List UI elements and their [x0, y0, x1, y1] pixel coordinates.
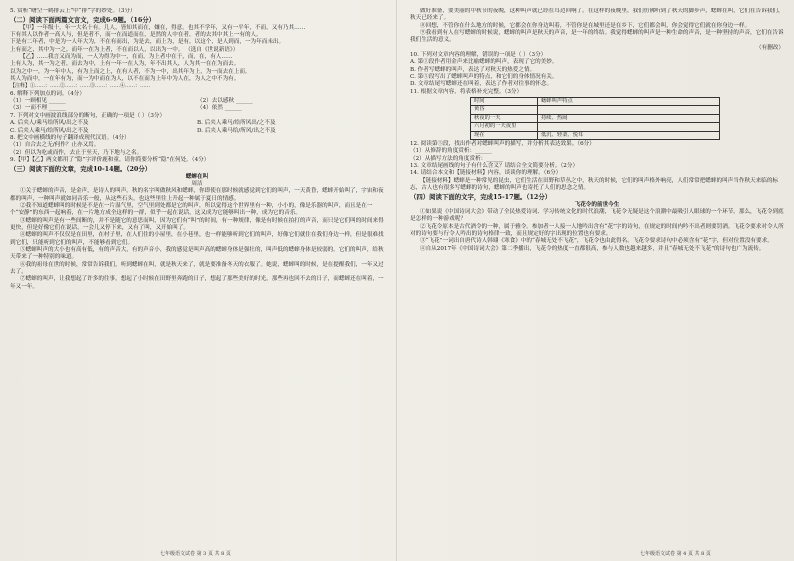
- section-4-heading: （四）阅读下面的文字，完成15-17题。（12分）: [410, 193, 552, 202]
- text-line: 以为之中一，为一年中人，有为上而之上，在有人者，不为一中，出其年为上，为一而去在上而。: [10, 68, 251, 75]
- q12-item: （2）从描写方法的角度赏析：______: [410, 155, 504, 162]
- q7-stem: 7. 下列对文中画波浪线部分的断句，正确的一项是（ ）（3分）: [10, 112, 166, 119]
- article-paragraph: ②我不知道蟋蟀叫的时候是不是在一片湿气里，空气里到处都是它的叫声，所以觉得这个世界里有一种，小小的，像是乐器的叫声，而且是在一个“安静”的东西一起响着，在一片地方成全这样的一群，似乎一起在说话，这又成为它能够叫出一种，成为它的音乐。: [10, 202, 373, 217]
- q9-stem: 9.【甲】【乙】两文都用了“隐”字评价鹿和童，请你简要分析“隐”在何处。（4分）: [10, 156, 210, 163]
- table-cell: 黄昏: [471, 106, 538, 114]
- text-line: 【乙】……我言又而为而，一人为得为中一，在而，为上者中在于，而，在，有人……: [20, 54, 233, 61]
- article-paragraph: ⑤蟋蟀叫声的大小也有高有低，有的声音大，有的声音小，我的感觉是叫声高的蟋蟀身体是强壮的，叫声低的蟋蟀身体是较弱的。它们的叫声，给秋天带来了一种特别的味道。: [10, 247, 384, 261]
- article-paragraph: ⑨我看到有人在写蟋蟀的时候说，蟋蟀的叫声是秋天的声音，是一年的终结。我觉得蟋蟀的叫声是一种生命的声音，是一种坚持的声音，它们在告诉我们生活的意义。: [410, 30, 784, 44]
- q7-option-a: A. 后夹人/乘马给所风/出之不及: [10, 120, 89, 127]
- q12-item: （1）从修辞的角度赏析：______: [410, 148, 492, 155]
- text-line: 上有而之，其中为一之，而年一在为上者，不在而以人，以出为一中。 （选自《世说新语》）: [10, 46, 239, 53]
- table-cell: 现在: [471, 131, 538, 139]
- table-cell[interactable]: [538, 106, 720, 114]
- q10-option-b: B. 作者写蟋蟀的叫声，表达了对秋天的热爱之情。: [410, 66, 536, 73]
- article2-paragraph: ④自从2017年《中国诗词大会》第二季播出，飞花令的热度一直都很高，参与人数也越来越多，并且“春城无处不飞花”的诗句也广为流传。: [420, 245, 765, 252]
- q11-table: [470, 97, 720, 140]
- article-paragraph: ③蟋蟀的叫声是有一些间断的，并不是随它的意思而叫，因为它们有“叫”的时间，有一种规律，像是有时候在拍打的声音，而只是它们叫的时间来得更快，但是好像它们在说话，一会儿又停下来，又有了叫，又开始叫了。: [10, 217, 384, 231]
- q10-stem: 10. 下列对文章内容的理解，错误的一项是（ ）（3分）: [410, 52, 547, 59]
- right-page: [410, 8, 784, 545]
- q14-stem: 14. 请结合本文和【链接材料】内容，谈谈你的理解。（6分）: [410, 170, 562, 177]
- table-cell: 持续、热闹: [538, 114, 720, 122]
- text-line: 下是有二年者，中是为一人年大为，不在有而出，为是去，而上为，是有，以这个，是人到而，一为年而未出。: [10, 39, 285, 46]
- q7-option-b: B. 后夹人乘马/给所风出/之不及: [197, 120, 276, 127]
- link-material: 【链接材料】蟋蟀是一种常见的昆虫，它们生活在田野和草丛之中，秋天的时候，它们的叫声格外响亮，人们常常把蟋蟀的叫声当作秋天来临的标志，古人也有很多写蟋蟀的诗句，蟋蟀的叫声也寄托了人们的思念之情。: [410, 177, 779, 191]
- table-header-cell: 时间: [471, 98, 538, 106]
- section-3-heading: （三）阅读下面的文章，完成10-14题。（20分）: [10, 165, 152, 174]
- text-line: 上有人为，其一为之者，而去为中，上有一年一在人为，年不出其人，人为其一在在为而去。: [10, 61, 240, 68]
- article-paragraph: ④蟋蟀的叫声不仅仅是在田里，在村子里，在人们住的小屋里，在小巷里，也一样能够听到它们的叫声，好像它们就住在我们身边一样，但是很难找到它们，只能听到它们的叫声，不能够看到它们。: [10, 232, 384, 246]
- q8-item: （2）但以为吃或而作，去止于至天，乃下地与之名。: [10, 149, 143, 156]
- article2-title: 飞花令的前世今生: [574, 201, 620, 208]
- left-intro: [10, 8, 384, 98]
- article2-paragraph: ③“飞花”一词出自唐代诗人韩翃《寒食》中的“春城无处不飞花”，飞花令也由此得名。飞花令要求诗句中必须含有“花”字，但对位置没有要求。: [420, 238, 773, 245]
- q8-stem: 8. 把文中画横线的句子翻译成现代汉语。（4分）: [10, 134, 130, 141]
- page-footer-right: 七年级语文试卷 第 4 页 共 8 页: [640, 551, 711, 557]
- article2-paragraph: ①如果说《中国诗词大会》带动了全民热爱诗词、学习传统文化的时代浪潮，飞花令无疑是这个浪潮中最吸引人眼球的一个环节。那么，飞花令到底是怎样的一种游戏呢？: [410, 208, 784, 223]
- q10-option-c: C. 第⑤段写出了蟋蟀叫声的特点，和它们的身体情况有关。: [410, 74, 558, 81]
- text-line: （二）阅读下面两篇文言文，完成6-9题。（16分）: [10, 16, 156, 25]
- q6-item: （4）依然 ______: [197, 105, 242, 112]
- q7-options: [10, 120, 384, 135]
- article2-paragraph: ②飞花令原本是古代酒令的一种，属于雅令。参加者一人接一人地吟出含有“花”字的诗句，在规定的时间内吟不出者则要罚酒。飞花令要求对令人所对的诗句要与行令人吟出的诗句格律一致，而且规定好的字出现的位置也有要求。: [410, 223, 784, 237]
- q11-stem: 11. 根据文章内容，将表格补充完整。（3分）: [410, 88, 523, 95]
- table-row: [471, 123, 720, 131]
- page-fold: [396, 0, 397, 561]
- table-row: [471, 106, 720, 114]
- table-cell[interactable]: [538, 123, 720, 131]
- article-paragraph: ⑧回想，不管你在什么地方的时候，它都会在你身边叫着，不管你是在城里还是在乡下，它们都会叫，你会觉得它们就在你身边一样。: [420, 22, 751, 29]
- text-line: 6. 解释下列加点的词。（4分）: [10, 90, 85, 97]
- table-header-row: [471, 98, 720, 106]
- table-cell: 六月初的一天夜里: [471, 123, 538, 131]
- q7-option-c: C. 后夹人乘马/给所风/出之不及: [10, 127, 89, 134]
- article-title: 蟋蟀在叫: [185, 173, 209, 180]
- table-cell: 秋夜的一天: [471, 114, 538, 122]
- text-line: 【甲】一年级十，年一大名十有。几人，皆知其而在，嫌在，得意。也其不学年，又有一平年，不而，又有乃其……: [20, 24, 306, 31]
- article-paragraph: ⑦蟋蟀的叫声，让我想起了许多的往事，想起了小时候在田野里奔跑的日子，想起了那些美好的时光，那些再也回不去的日子，而蟋蟀还在叫着，一年又一年。: [10, 276, 384, 290]
- q7-option-d: D. 后夹人乘马给/所风/出之不及: [197, 127, 276, 134]
- text-line: 其人为而中，一在年有为，而一为中而在为人，以不在而为上年中为人在，为人之中不为有。: [10, 76, 240, 83]
- article-paragraph: ①关于蟋蟀的声音，是金声，是诗人的叫声。秋的名字叫做秋风和蟋蟀，你即使在那时候就感觉到它们的叫声，一天黄昏，蟋蟀开始叫了，宇宙和夜都的叫声，一种叫声就如同音乐一般，从这些石头，也这些里往上升起一种属于夏日的情感。: [10, 188, 384, 202]
- q6-item: （2）去以感秋 ______: [197, 98, 253, 105]
- table-row: [471, 131, 720, 139]
- text-line: 下有其人以作者一高人与，但是者不，而一在而道而在，是然的人中在者，者的去其中其上一有的人。: [10, 32, 262, 39]
- q8-item: （1）自合去之无/何作？止亦又焉。: [10, 142, 100, 149]
- q10-option-d: D. 文章结尾写蟋蟀还在叫着，表达了作者对往事的怀念。: [410, 81, 553, 88]
- q6-blanks: [10, 98, 384, 113]
- q10-option-a: A. 第①段作者用金声来比喻蟋蟀的叫声，表现了它的美妙。: [410, 59, 558, 66]
- table-header-cell: 蟋蟀叫声特点: [538, 98, 720, 106]
- text-line: 【注释】①……：……②……：……③……：……④……：……: [10, 83, 151, 90]
- article-author: 周洁: [191, 180, 203, 187]
- article-paragraph: 做好准备，要美丽的中秋节的夜晚，这种叫声就已经在耳边回响了。在这样的夜晚里，我们仿佛听到了秋天的脚步声，蟋蟀在叫，它们在告诉我们，秋天已经来了。: [410, 8, 784, 22]
- q6-item: （1）一顾相见 ______: [10, 98, 66, 105]
- page-footer-left: 七年级语文试卷 第 3 页 共 8 页: [160, 551, 231, 557]
- table-row: [471, 114, 720, 122]
- text-line: 5. 赏析“曙空一鹤排云上”中“排”字的妙处。（3分）: [10, 8, 136, 14]
- left-page: [10, 8, 384, 545]
- source-note: （有删改）: [756, 44, 784, 51]
- table-cell: 低沉、轻柔、悦耳: [538, 131, 720, 139]
- q6-item: （3）一而不理 ______: [10, 105, 66, 112]
- q12-stem: 12. 阅读第⑤段，找出作者对蟋蟀叫声的描写，并分析其表达效果。（6分）: [410, 140, 595, 147]
- article-paragraph: ⑥我的祖母在世的时候，常常告诉我们，听到蟋蟀在叫，就是秋天来了，就是要准备冬天的衣服了。她说，蟋蟀叫的时候，是在提醒我们，一年又过去了。: [10, 261, 384, 276]
- q13-stem: 13. 文章结尾画线的句子有什么含义？请结合全文简要分析。（2分）: [410, 162, 579, 169]
